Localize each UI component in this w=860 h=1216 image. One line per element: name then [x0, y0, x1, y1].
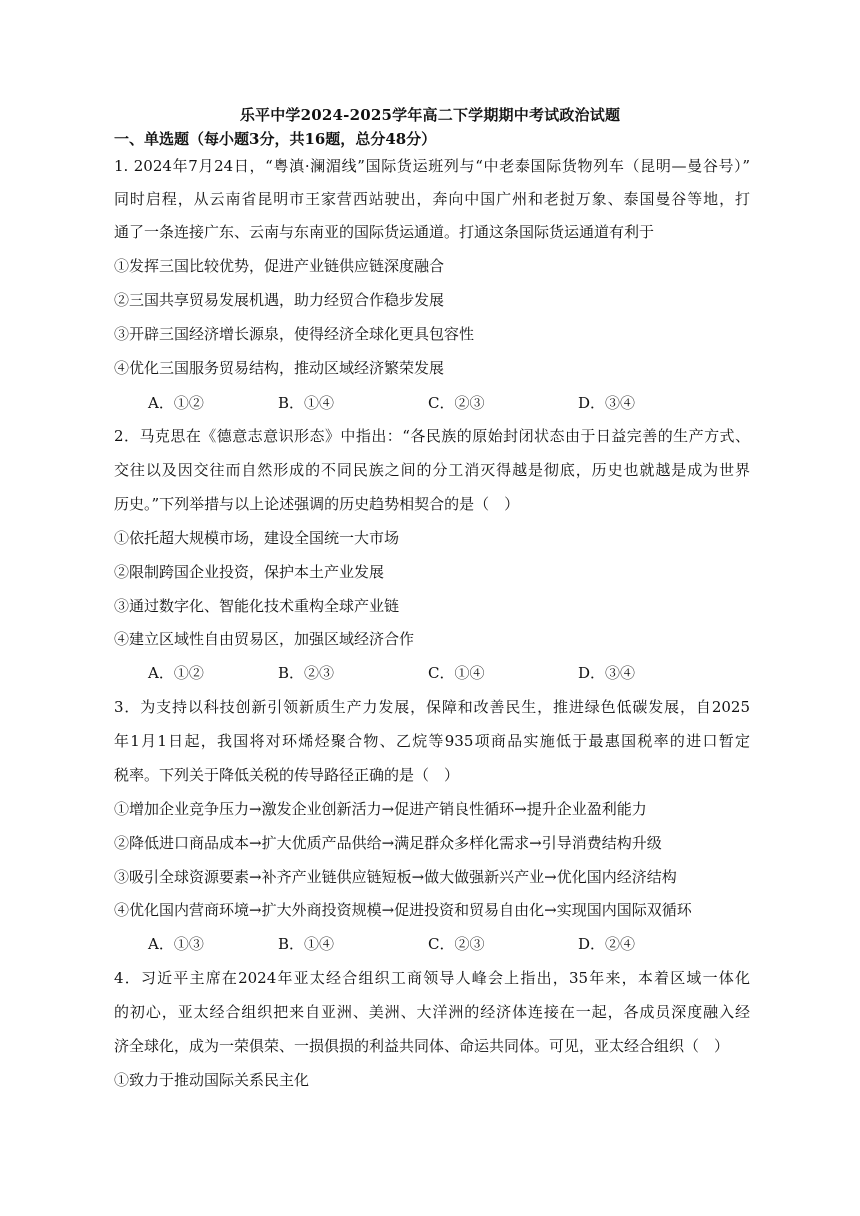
exam-title: 乐平中学2024-2025学年高二下学期期中考试政治试题	[239, 106, 621, 124]
section-heading: 一、单选题（每小题3分，共16题，总分48分）	[114, 130, 437, 148]
q1-options	[148, 393, 708, 413]
q2-option-d[interactable]: D．③④	[578, 664, 636, 682]
q2-stem-line-1: 2．马克思在《德意志意识形态》中指出：“各民族的原始封闭状态由于日益完善的生产方式、	[114, 427, 750, 445]
q1-item-3: ③开辟三国经济增长源泉，使得经济全球化更具包容性	[114, 325, 475, 343]
q3-option-b[interactable]: B．①④	[278, 935, 335, 953]
q4-stem-line-2: 的初心，亚太经合组织把来自亚洲、美洲、大洋洲的经济体连接在一起，各成员深度融入经	[114, 1003, 750, 1021]
q1-stem-line-3: 通了一条连接广东、云南与东南亚的国际货运通道。打通这条国际货运通道有利于	[114, 223, 655, 241]
q2-item-1: ①依托超大规模市场，建设全国统一大市场	[114, 529, 400, 547]
q1-option-d[interactable]: D．③④	[578, 394, 636, 412]
q3-option-c[interactable]: C．②③	[428, 935, 485, 953]
q1-item-4: ④优化三国服务贸易结构，推动区域经济繁荣发展	[114, 359, 445, 377]
q1-option-a[interactable]: A．①②	[148, 394, 204, 412]
q1-item-1: ①发挥三国比较优势，促进产业链供应链深度融合	[114, 257, 445, 275]
q3-option-d[interactable]: D．②④	[578, 935, 636, 953]
q2-option-a[interactable]: A．①②	[148, 664, 204, 682]
q3-stem-line-1: 3．为支持以科技创新引领新质生产力发展，保障和改善民生，推进绿色低碳发展，自2025	[114, 698, 750, 716]
q1-item-2: ②三国共享贸易发展机遇，助力经贸合作稳步发展	[114, 291, 445, 309]
q2-stem-line-2: 交往以及因交往而自然形成的不同民族之间的分工消灭得越是彻底，历史也就越是成为世界	[114, 461, 750, 479]
q2-item-4: ④建立区域性自由贸易区，加强区域经济合作	[114, 630, 415, 648]
q4-stem-line-1: 4．习近平主席在2024年亚太经合组织工商领导人峰会上指出，35年来，本着区域一体化	[114, 969, 750, 987]
q3-options	[148, 934, 708, 954]
q2-item-3: ③通过数字化、智能化技术重构全球产业链	[114, 597, 400, 615]
q2-option-c[interactable]: C．①④	[428, 664, 485, 682]
q2-option-b[interactable]: B．②③	[278, 664, 335, 682]
q3-stem-line-3: 税率。下列关于降低关税的传导路径正确的是（ ）	[114, 766, 460, 784]
q3-item-3: ③吸引全球资源要素→补齐产业链供应链短板→做大做强新兴产业→优化国内经济结构	[114, 868, 677, 886]
q4-item-1: ①致力于推动国际关系民主化	[114, 1071, 310, 1089]
q4-stem-line-3: 济全球化，成为一荣俱荣、一损俱损的利益共同体、命运共同体。可见，亚太经合组织（ ）	[114, 1037, 730, 1055]
q3-option-a[interactable]: A．①③	[148, 935, 204, 953]
q1-option-b[interactable]: B．①④	[278, 394, 335, 412]
q1-stem-line-2: 同时启程，从云南省昆明市王家营西站驶出，奔向中国广州和老挝万象、泰国曼谷等地，打	[114, 190, 750, 208]
q3-item-1: ①增加企业竞争压力→激发企业创新活力→促进产销良性循环→提升企业盈利能力	[114, 800, 647, 818]
q1-option-c[interactable]: C．②③	[428, 394, 485, 412]
q2-options	[148, 663, 708, 683]
q2-stem-line-3: 历史。”下列举措与以上论述强调的历史趋势相契合的是（ ）	[114, 495, 520, 513]
q3-stem-line-2: 年1月1日起，我国将对环烯烃聚合物、乙烷等935项商品实施低于最惠国税率的进口暂定	[114, 732, 750, 750]
q2-item-2: ②限制跨国企业投资，保护本土产业发展	[114, 563, 385, 581]
q3-item-4: ④优化国内营商环境→扩大外商投资规模→促进投资和贸易自由化→实现国内国际双循环	[114, 901, 692, 919]
q1-stem-line-1: 1. 2024年7月24日，“粤滇·澜湄线”国际货运班列与“中老泰国际货物列车（昆明—曼谷号）”	[114, 157, 750, 175]
q3-item-2: ②降低进口商品成本→扩大优质产品供给→满足群众多样化需求→引导消费结构升级	[114, 834, 662, 852]
